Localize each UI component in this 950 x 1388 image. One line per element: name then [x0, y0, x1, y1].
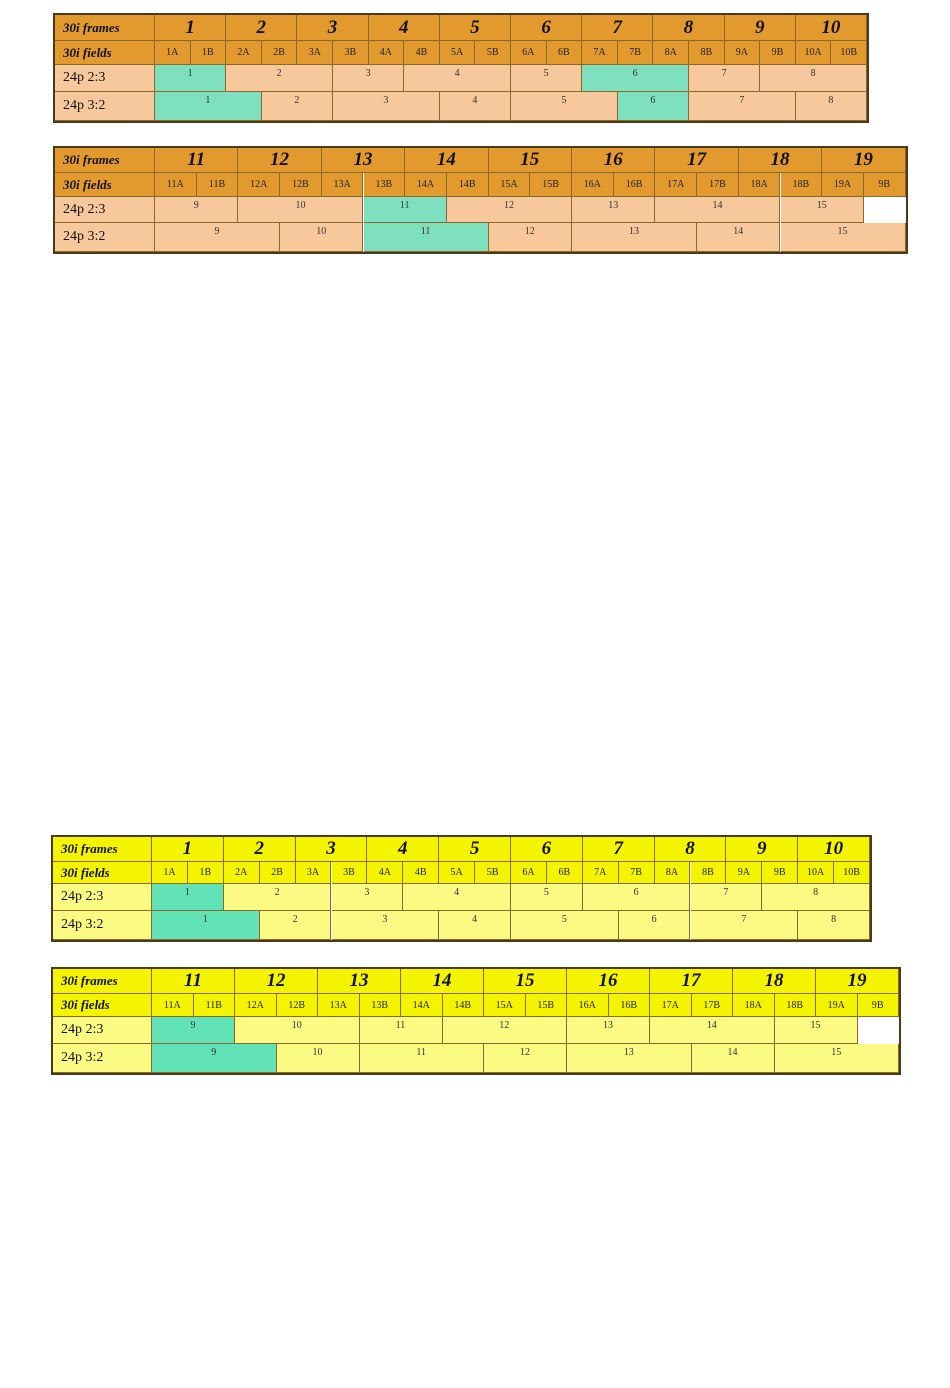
pulldown-frame: 9 — [155, 197, 238, 223]
field-label: 7A — [582, 41, 618, 65]
field-label: 15A — [489, 173, 531, 197]
pulldown-frame: 8 — [762, 884, 870, 911]
field-label: 18B — [775, 994, 817, 1017]
frame-number: 12 — [238, 148, 321, 173]
pulldown-frame: 11 — [364, 223, 489, 252]
field-label: 17A — [655, 173, 697, 197]
row-label-pulldown-32: 24p 3:2 — [55, 92, 155, 121]
pulldown-frame: 4 — [404, 65, 511, 92]
field-label: 3B — [333, 41, 369, 65]
pulldown-frame: 11 — [364, 197, 447, 223]
pulldown-frame: 6 — [583, 884, 691, 911]
frame-number: 14 — [401, 969, 484, 994]
pulldown-frame: 5 — [511, 92, 618, 121]
row-frames — [53, 969, 899, 994]
field-label: 14B — [447, 173, 489, 197]
field-label: 8A — [653, 41, 689, 65]
field-label: 7B — [619, 862, 655, 884]
pulldown-frame: 13 — [572, 223, 697, 252]
pulldown-frame: 3 — [333, 92, 440, 121]
pulldown-table-1 — [53, 13, 869, 123]
pulldown-frame: 14 — [697, 223, 780, 252]
row-label-pulldown-23: 24p 2:3 — [55, 197, 155, 223]
field-label: 4B — [404, 41, 440, 65]
field-label: 9B — [864, 173, 906, 197]
field-label: 6B — [547, 41, 583, 65]
frame-number: 16 — [572, 148, 655, 173]
field-label: 15B — [530, 173, 572, 197]
field-label: 8A — [655, 862, 691, 884]
row-pulldown-23 — [53, 884, 870, 911]
field-label: 9B — [760, 41, 796, 65]
pulldown-frame: 1 — [152, 884, 224, 911]
frame-number: 7 — [582, 15, 653, 41]
pulldown-frame: 15 — [775, 1044, 900, 1073]
row-fields — [55, 41, 867, 65]
frame-number: 19 — [816, 969, 899, 994]
frame-number: 11 — [152, 969, 235, 994]
pulldown-frame: 1 — [152, 911, 260, 940]
frame-number: 10 — [798, 837, 870, 862]
frame-number: 5 — [439, 837, 511, 862]
frame-number: 9 — [725, 15, 796, 41]
field-label: 17A — [650, 994, 692, 1017]
field-label: 9B — [762, 862, 798, 884]
field-label: 19A — [822, 173, 864, 197]
pulldown-frame: 8 — [760, 65, 867, 92]
pulldown-frame: 10 — [235, 1017, 360, 1044]
empty-cell — [858, 1017, 900, 1044]
frame-number: 10 — [796, 15, 867, 41]
row-label-pulldown-23: 24p 2:3 — [53, 884, 152, 911]
row-pulldown-32 — [53, 1044, 899, 1073]
row-pulldown-23 — [55, 197, 906, 223]
pulldown-frame: 4 — [439, 911, 511, 940]
pulldown-frame: 2 — [224, 884, 332, 911]
row-label-frames: 30i frames — [55, 15, 155, 41]
pulldown-frame: 14 — [650, 1017, 775, 1044]
pulldown-frame: 3 — [332, 911, 440, 940]
row-label-fields: 30i fields — [55, 173, 155, 197]
field-label: 13B — [360, 994, 402, 1017]
pulldown-frame: 5 — [511, 884, 583, 911]
frame-number: 2 — [226, 15, 297, 41]
pulldown-frame: 13 — [567, 1017, 650, 1044]
row-frames — [55, 148, 906, 173]
pulldown-frame: 9 — [152, 1044, 277, 1073]
frame-number: 3 — [296, 837, 368, 862]
pulldown-frame: 15 — [781, 223, 906, 252]
frame-number: 18 — [733, 969, 816, 994]
field-label: 10A — [798, 862, 834, 884]
pulldown-frame: 6 — [618, 92, 689, 121]
field-label: 16B — [609, 994, 651, 1017]
field-label: 14A — [401, 994, 443, 1017]
row-fields — [53, 862, 870, 884]
pulldown-frame: 5 — [511, 911, 619, 940]
frame-number: 6 — [511, 837, 583, 862]
pulldown-frame: 12 — [447, 197, 572, 223]
pulldown-frame: 9 — [155, 223, 280, 252]
pulldown-frame: 14 — [655, 197, 780, 223]
field-label: 9A — [726, 862, 762, 884]
field-label: 8B — [689, 41, 725, 65]
frame-number: 1 — [155, 15, 226, 41]
pulldown-frame: 2 — [262, 92, 333, 121]
empty-cell — [864, 197, 906, 223]
row-label-pulldown-32: 24p 3:2 — [53, 911, 152, 940]
field-label: 1B — [191, 41, 227, 65]
pulldown-frame: 12 — [443, 1017, 568, 1044]
field-label: 1A — [152, 862, 188, 884]
pulldown-frame: 13 — [567, 1044, 692, 1073]
row-label-pulldown-23: 24p 2:3 — [53, 1017, 152, 1044]
pulldown-frame: 8 — [798, 911, 870, 940]
row-label-frames: 30i frames — [53, 969, 152, 994]
pulldown-frame: 11 — [360, 1044, 485, 1073]
field-label: 2A — [226, 41, 262, 65]
pulldown-frame: 14 — [692, 1044, 775, 1073]
row-label-pulldown-32: 24p 3:2 — [53, 1044, 152, 1073]
field-label: 3A — [297, 41, 333, 65]
field-label: 12B — [280, 173, 322, 197]
pulldown-frame: 1 — [155, 92, 262, 121]
pulldown-frame: 5 — [511, 65, 582, 92]
frame-number: 5 — [440, 15, 511, 41]
field-label: 16A — [572, 173, 614, 197]
field-label: 6A — [511, 862, 547, 884]
row-fields — [55, 173, 906, 197]
field-label: 15A — [484, 994, 526, 1017]
frame-number: 13 — [318, 969, 401, 994]
field-label: 8B — [691, 862, 727, 884]
field-label: 15B — [526, 994, 568, 1017]
pulldown-frame: 7 — [689, 92, 796, 121]
field-label: 7A — [583, 862, 619, 884]
row-label-pulldown-32: 24p 3:2 — [55, 223, 155, 252]
field-label: 10B — [831, 41, 867, 65]
pulldown-frame: 3 — [332, 884, 404, 911]
field-label: 5A — [439, 862, 475, 884]
field-label: 18B — [781, 173, 823, 197]
field-label: 14A — [405, 173, 447, 197]
frame-number: 4 — [369, 15, 440, 41]
field-label: 18A — [733, 994, 775, 1017]
pulldown-frame: 4 — [440, 92, 511, 121]
frame-number: 15 — [484, 969, 567, 994]
pulldown-frame: 7 — [691, 884, 763, 911]
row-pulldown-32 — [55, 223, 906, 252]
field-label: 11B — [194, 994, 236, 1017]
pulldown-frame: 7 — [691, 911, 799, 940]
frame-number: 7 — [583, 837, 655, 862]
field-label: 14B — [443, 994, 485, 1017]
row-frames — [55, 15, 867, 41]
frame-number: 8 — [655, 837, 727, 862]
row-label-pulldown-23: 24p 2:3 — [55, 65, 155, 92]
pulldown-table-4 — [51, 967, 901, 1075]
field-label: 11B — [197, 173, 239, 197]
field-label: 4B — [403, 862, 439, 884]
pulldown-frame: 9 — [152, 1017, 235, 1044]
frame-number: 17 — [650, 969, 733, 994]
field-label: 4A — [369, 41, 405, 65]
field-label: 2B — [262, 41, 298, 65]
row-pulldown-23 — [55, 65, 867, 92]
field-label: 16A — [567, 994, 609, 1017]
row-fields — [53, 994, 899, 1017]
pulldown-frame: 10 — [238, 197, 363, 223]
row-pulldown-32 — [53, 911, 870, 940]
frame-number: 19 — [822, 148, 905, 173]
field-label: 5A — [440, 41, 476, 65]
pulldown-frame: 6 — [582, 65, 689, 92]
pulldown-frame: 15 — [781, 197, 864, 223]
row-pulldown-32 — [55, 92, 867, 121]
field-label: 2B — [260, 862, 296, 884]
row-label-frames: 30i frames — [53, 837, 152, 862]
pulldown-frame: 7 — [689, 65, 760, 92]
row-label-fields: 30i fields — [55, 41, 155, 65]
pulldown-frame: 8 — [796, 92, 867, 121]
pulldown-frame: 15 — [775, 1017, 858, 1044]
frame-number: 12 — [235, 969, 318, 994]
pulldown-frame: 12 — [484, 1044, 567, 1073]
frame-number: 6 — [511, 15, 582, 41]
pulldown-table-2 — [53, 146, 908, 254]
field-label: 4A — [367, 862, 403, 884]
field-label: 10A — [796, 41, 832, 65]
pulldown-frame: 2 — [260, 911, 332, 940]
frame-number: 4 — [367, 837, 439, 862]
pulldown-frame: 11 — [360, 1017, 443, 1044]
frame-number: 15 — [489, 148, 572, 173]
field-label: 16B — [614, 173, 656, 197]
frame-number: 18 — [739, 148, 822, 173]
frame-number: 16 — [567, 969, 650, 994]
field-label: 17B — [697, 173, 739, 197]
pulldown-frame: 3 — [333, 65, 404, 92]
pulldown-frame: 10 — [277, 1044, 360, 1073]
pulldown-frame: 6 — [619, 911, 691, 940]
frame-number: 3 — [297, 15, 368, 41]
frame-number: 14 — [405, 148, 488, 173]
frame-number: 2 — [224, 837, 296, 862]
field-label: 5B — [475, 41, 511, 65]
field-label: 12A — [238, 173, 280, 197]
field-label: 19A — [816, 994, 858, 1017]
row-frames — [53, 837, 870, 862]
field-label: 12B — [277, 994, 319, 1017]
field-label: 13A — [322, 173, 364, 197]
frame-number: 1 — [152, 837, 224, 862]
field-label: 3B — [332, 862, 368, 884]
field-label: 17B — [692, 994, 734, 1017]
frame-number: 13 — [322, 148, 405, 173]
row-pulldown-23 — [53, 1017, 899, 1044]
row-label-fields: 30i fields — [53, 994, 152, 1017]
field-label: 9B — [858, 994, 900, 1017]
field-label: 11A — [152, 994, 194, 1017]
field-label: 18A — [739, 173, 781, 197]
field-label: 6A — [511, 41, 547, 65]
row-label-frames: 30i frames — [55, 148, 155, 173]
field-label: 11A — [155, 173, 197, 197]
pulldown-frame: 13 — [572, 197, 655, 223]
frame-number: 9 — [726, 837, 798, 862]
frame-number: 8 — [653, 15, 724, 41]
field-label: 9A — [725, 41, 761, 65]
pulldown-table-3 — [51, 835, 872, 942]
pulldown-frame: 12 — [489, 223, 572, 252]
field-label: 10B — [834, 862, 870, 884]
field-label: 6B — [547, 862, 583, 884]
frame-number: 11 — [155, 148, 238, 173]
field-label: 2A — [224, 862, 260, 884]
field-label: 5B — [475, 862, 511, 884]
pulldown-frame: 1 — [155, 65, 226, 92]
row-label-fields: 30i fields — [53, 862, 152, 884]
field-label: 12A — [235, 994, 277, 1017]
field-label: 1B — [188, 862, 224, 884]
field-label: 13A — [318, 994, 360, 1017]
frame-number: 17 — [655, 148, 738, 173]
field-label: 13B — [364, 173, 406, 197]
pulldown-frame: 2 — [226, 65, 333, 92]
pulldown-frame: 10 — [280, 223, 363, 252]
field-label: 3A — [296, 862, 332, 884]
field-label: 7B — [618, 41, 654, 65]
field-label: 1A — [155, 41, 191, 65]
pulldown-frame: 4 — [403, 884, 511, 911]
